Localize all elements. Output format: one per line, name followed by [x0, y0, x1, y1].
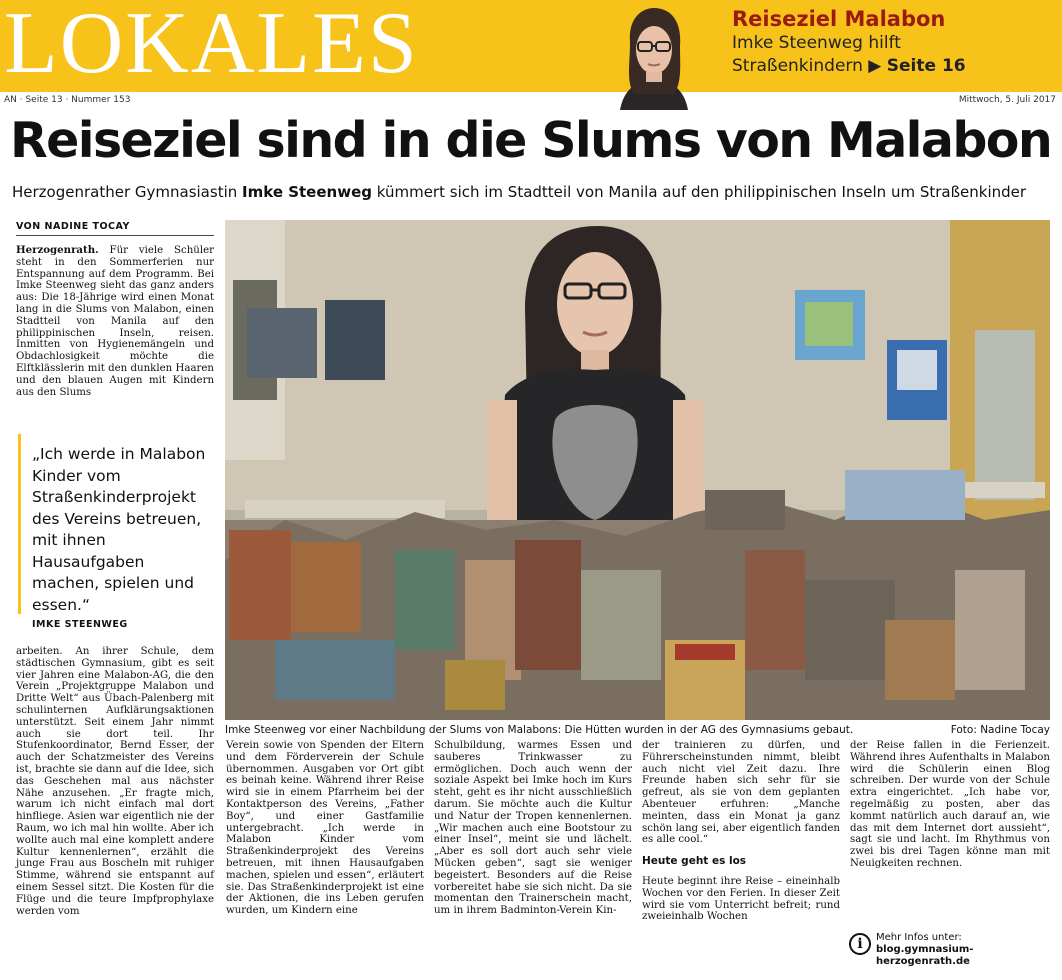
teaser-line: [732, 55, 966, 78]
info-text: [876, 932, 1055, 968]
teaser-line: Imke Steenweg hilft: [732, 33, 901, 53]
quote-text: „Ich werde in Malabon Kinder vom Straßenkinderprojekt des Vereins betreuen, mit ihnen Hausaufgaben machen, spielen und essen.“: [32, 445, 206, 614]
issue-date: Mittwoch, 5. Juli 2017: [958, 95, 1056, 105]
issue-info: AN · Seite 13 · Nummer 153: [4, 95, 131, 105]
quote-author: IMKE STEENWEG: [32, 619, 128, 630]
author-byline: VON NADINE TOCAY: [16, 221, 214, 236]
info-box: [849, 932, 1055, 968]
teaser-title: Reiseziel Malabon: [732, 7, 946, 31]
section-title: LOKALES: [4, 0, 419, 92]
intro-text: Für viele Schüler steht in den Sommerferien nur Entspannung auf dem Programm. Bei Imke Steenweg sieht das ganz anders aus: Die 18-Jährige wird einen Monat lang in die Slums von Malabon, einen Stadtteil von Manila auf den philippinischen Inseln, reisen. Inmitten von Hygienemängeln und Obdachlosigkeit möchte die Elftklässlerin mit den dunklen Haaren und den blauen Augen mit Kindern aus den Slums: [16, 245, 214, 398]
column-4-text: der trainieren zu dürfen, und Führerscheinstunden nimmt, bleibt auch nicht viel Zeit dazu. Ihre Freunde haben sich sehr für sie gefreut, als sie von dem geplanten Abenteuer erfuhren: „Manche meinten, dass ein Monat ja ganz schön lang sei, aber eigentlich fanden es alle cool.“: [642, 740, 840, 846]
page-teaser: [732, 6, 966, 78]
info-icon: i: [849, 933, 871, 955]
article-photo: [225, 220, 1050, 720]
info-url[interactable]: blog.gymnasium-herzogenrath.de: [876, 944, 974, 967]
column-4-text: Heute beginnt ihre Reise – eineinhalb Wochen vor den Ferien. In dieser Zeit wird sie vom Unterricht befreit; rund zweieinhalb Wochen: [642, 875, 840, 923]
teaser-page-ref: Seite 16: [886, 56, 966, 76]
article-column-3: Schulbildung, warmes Essen und sauberes Trinkwasser zu ermöglichen. Doch auch wenn der soziale Aspekt bei Imke hoch im Kurs steht, geht es ihr nicht ausschließlich darum. Sie möchte auch die Kultur und Natur der Tropen kennenlernen. „Wir machen auch eine Bootstour zu einer Insel“, meint sie und lächelt. „Aber es soll dort auch sehr viele Mücken geben“, sagt sie weniger begeistert. Besonders auf die Reise vorbereitet habe sie sich nicht. Da sie momentan den Trainerschein macht, um in ihrem Badminton-Verein Kin-: [434, 740, 632, 917]
article-intro: [16, 245, 214, 398]
section-header: [0, 0, 1062, 92]
article-headline: Reiseziel sind in die Slums von Malabon: [10, 112, 1052, 169]
article-column-2: Verein sowie von Spenden der Eltern und dem Förderverein der Schule übernommen. Ausgaben vor Ort gibt es beinah keine. Während ihrer Reise wird sie in einem Pfarrheim bei der Kontaktperson des Vereins, „Father Boy“, und einer Gastfamilie untergebracht. „Ich werde in Malabon Kinder vom Straßenkinderprojekt des Vereins betreuen, mit ihnen Hausaufgaben machen, spielen und essen“, erläutert sie. Das Straßenkinderprojekt ist eine der Aktionen, die ins Leben gerufen wurden, um Kindern eine: [226, 740, 424, 917]
caption-text: Imke Steenweg vor einer Nachbildung der Slums von Malabons: Die Hütten wurden in der AG des Gymnasiums gebaut.: [225, 724, 854, 736]
subline-text: Herzogenrather Gymnasiastin: [12, 183, 243, 201]
article-subline: [12, 183, 1026, 201]
section-subhead: Heute geht es los: [642, 855, 747, 868]
subline-text: kümmert sich im Stadtteil von Manila auf den philippinischen Inseln um Straßenkinder: [371, 183, 1027, 201]
article-column-5: der Reise fallen in die Ferienzeit. Während ihres Aufenthalts in Malabon wird die Schülerin einen Blog schreiben. Der wurde von der Schule extra eingerichtet. „Ich habe vor, regelmäßig zu posten, aber das kommt natürlich auch darauf an, wie das mit dem Internet dort aussieht“, sagt sie und lacht. Im Rhythmus von zwei bis drei Tagen könne man mit Neuigkeiten rechnen.: [850, 740, 1050, 869]
issue-info-bar: [0, 94, 1062, 108]
photo-credit: Foto: Nadine Tocay: [950, 724, 1050, 736]
teaser-line-text: Straßenkindern: [732, 56, 863, 76]
pull-quote: [18, 434, 214, 630]
article-column-1: arbeiten. An ihrer Schule, dem städtischen Gymnasium, gibt es seit vier Jahren eine Malabon-AG, die den Verein „Projektgruppe Malabon und Dritte Welt“ aus Übach-Palenberg mit schulinternen Aufklärungsaktionen unterstützt. Seit einem Jahr nimmt auch sie dort teil. Ihr Stufenkoordinator, Bernd Esser, der auch der Schatzmeister des Vereins ist, brachte sie dann auf die Idee, sich das Geschehen mal aus nächster Nähe anzusehen. „Er fragte mich, warum ich nicht einfach mal dort hinfliege. Asien war eigentlich nie der Raum, wo ich mal hin wollte. Aber ich wollte auch mal eine komplett andere Kultur kennenlernen“, erzählt die junge Frau aus Boscheln mit ruhiger Stimme, während sie entspannt auf einem Sessel sitzt. Die Kosten für die Flüge und die teure Impfprophylaxe werden vom: [16, 646, 214, 917]
article-column-4: [642, 740, 840, 923]
dateline: Herzogenrath.: [16, 244, 99, 256]
info-label: Mehr Infos unter:: [876, 932, 962, 943]
photo-caption: [225, 724, 1050, 736]
arrow-icon: ▶: [868, 56, 882, 76]
subline-name: Imke Steenweg: [242, 183, 372, 201]
